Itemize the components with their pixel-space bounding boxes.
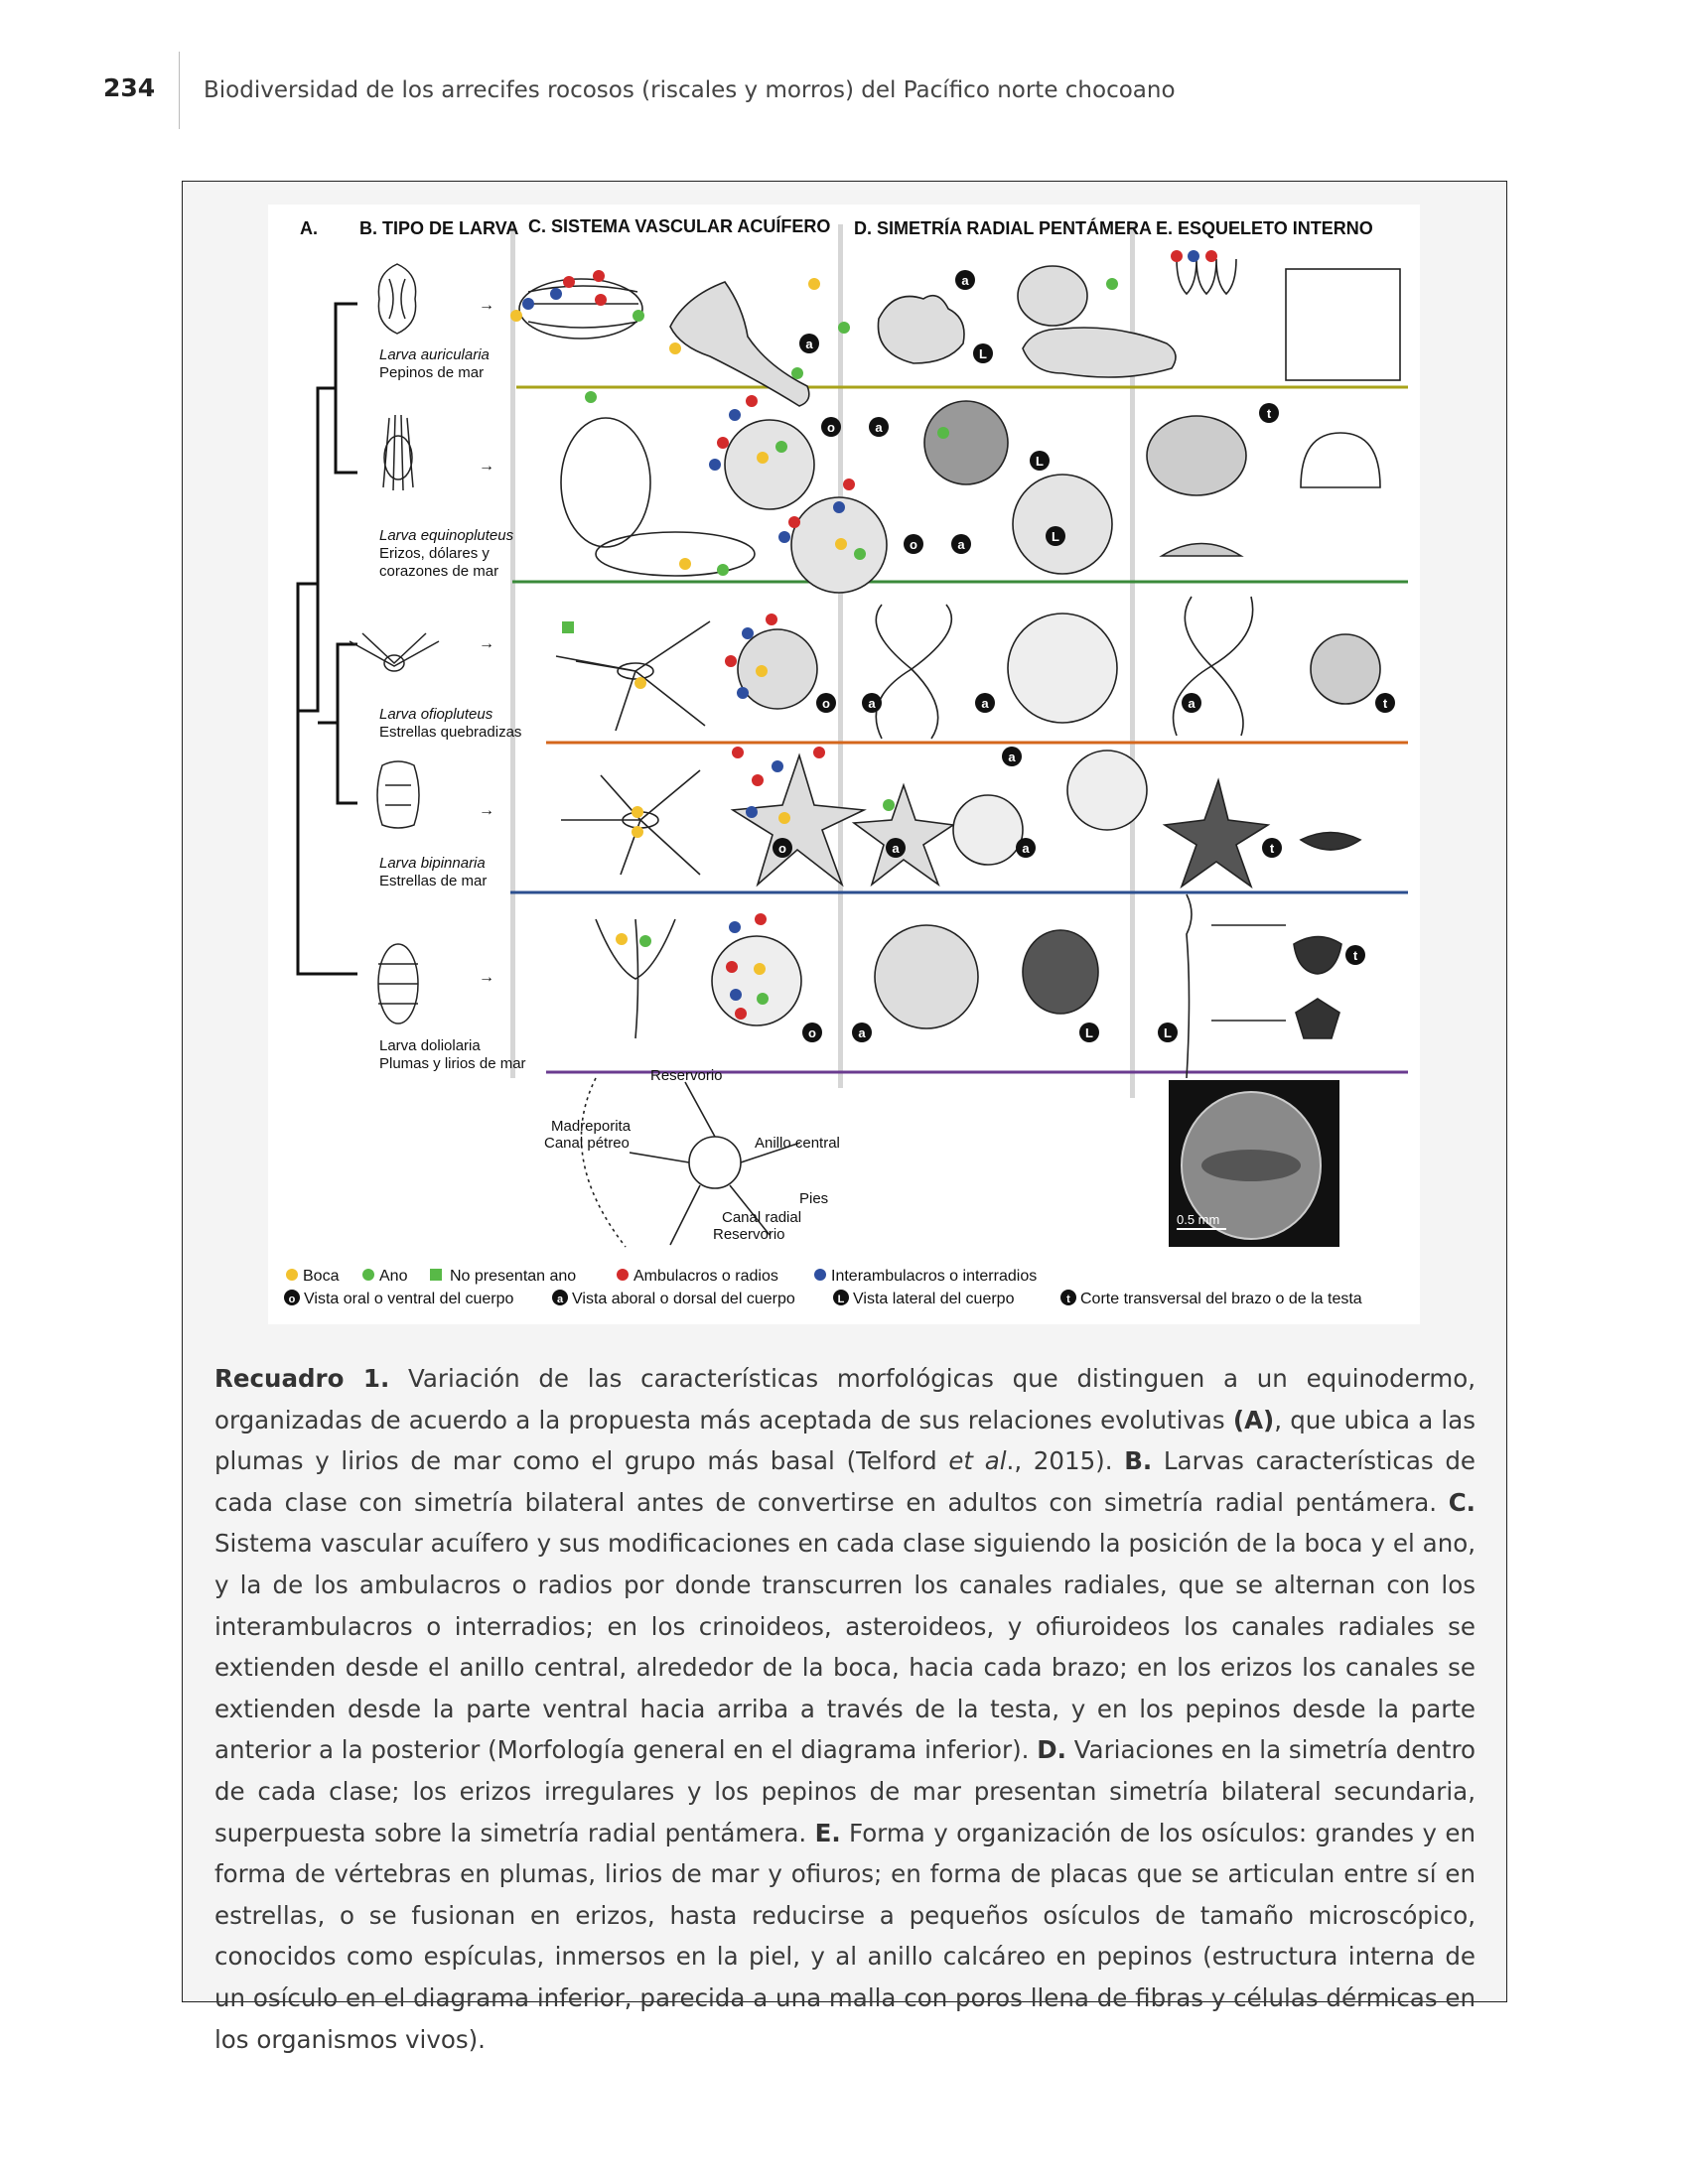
caption-text: , que ubica a las plumas y lirios de mar como el grupo más basal (Telford [214, 1405, 1477, 1476]
sea-star-skeleton [1165, 780, 1268, 887]
svg-text:o: o [910, 537, 917, 552]
brittle-star-aboral [876, 605, 951, 739]
caption-text: Sistema vascular acuífero y sus modificaciones en cada clase siguiendo la posición de la boca y el ano, y la de los ambulacros o radios por donde transcurren los canales radiales, que se alternan con los interambulacros o interradios; en los crinoideos, asteroideos, y ofiuroideos los canales radiales se extienden desde el anillo central, alrededor de la boca, hacia cada brazo; en los erizos los canales se extienden desde la parte ventral hacia arriba a través de la testa, y en los pepinos desde la parte anterior a la posterior (Morfología general en el diagrama inferior). [214, 1529, 1476, 1765]
svg-text:L: L [1164, 1025, 1172, 1040]
svg-text:→: → [479, 458, 494, 475]
urchin-lateral [1147, 416, 1246, 495]
label-pies: Pies [799, 1190, 829, 1207]
svg-text:a: a [892, 841, 900, 856]
svg-text:L: L [1085, 1025, 1093, 1040]
svg-text:t: t [1266, 406, 1272, 421]
svg-text:→: → [479, 802, 494, 819]
legend-ano: Ano [379, 1268, 408, 1285]
crinoid-lateral [1023, 930, 1098, 1014]
column-header-b: B. TIPO DE LARVA [359, 218, 519, 238]
svg-text:→: → [479, 969, 494, 986]
sea-cucumber-lateral [878, 296, 964, 363]
spicules-box [1286, 269, 1400, 380]
svg-text:o: o [827, 420, 835, 435]
column-header-a: A. [300, 218, 318, 238]
group-name: Estrellas de mar [379, 873, 488, 889]
sea-star-transversal [1301, 833, 1360, 851]
caption-ref-e: E. [814, 1818, 841, 1847]
sea-star-oral [733, 755, 864, 885]
sea-star-aboral [854, 785, 953, 885]
svg-text:o: o [288, 1294, 296, 1305]
larva-ofiopluteus-drawing [350, 633, 439, 671]
legend-boca: Boca [303, 1268, 340, 1285]
crinoid-vascular [596, 919, 675, 1038]
brittle-star-transversal [1311, 634, 1380, 704]
svg-text:a: a [868, 696, 876, 711]
svg-text:→: → [479, 635, 494, 652]
caption-ref-c: C. [1448, 1487, 1476, 1517]
label-canal-radial: Canal radial [722, 1209, 802, 1226]
label-madreporita: Madreporita [551, 1118, 632, 1135]
larva-name: Larva ofiopluteus [379, 706, 493, 723]
svg-text:a: a [981, 696, 989, 711]
svg-text:a: a [957, 537, 965, 552]
urchin-transversal [1301, 433, 1380, 487]
header-divider [179, 52, 180, 129]
urchin-aboral [924, 401, 1008, 484]
group-name: Erizos, dólares y [379, 545, 490, 562]
sea-star-multi-arm [1067, 751, 1147, 830]
caption-text: Larvas características de cada clase con simetría bilateral antes de convertirse en adultos con simetría radial pentámera. [214, 1446, 1476, 1517]
column-header-e: E. ESQUELETO INTERNO [1156, 218, 1373, 238]
caption-ref-b: B. [1124, 1446, 1153, 1476]
figure-panel [268, 205, 1420, 1324]
caption-text: Variaciones en la simetría dentro de cada clase; los erizos irregulares y los pepinos de mar presentan simetría bilateral secundaria, superpuesta sobre la simetría radial pentámera. [214, 1735, 1476, 1847]
label-canal-petreo: Canal pétreo [544, 1135, 630, 1152]
legend-interambulacros: Interambulacros o interradios [831, 1268, 1038, 1285]
running-title: Biodiversidad de los arrecifes rocosos (riscales y morros) del Pacífico norte chocoano [204, 77, 1176, 103]
column-header-c: C. SISTEMA VASCULAR ACUÍFERO [528, 216, 831, 236]
column-header-d: D. SIMETRÍA RADIAL PENTÁMERA [854, 218, 1153, 238]
legend-oral: Vista oral o ventral del cuerpo [304, 1291, 514, 1307]
svg-text:a: a [1008, 750, 1016, 764]
larva-doliolaria-drawing [378, 944, 418, 1024]
svg-text:→: → [479, 297, 494, 314]
svg-text:t: t [1382, 696, 1388, 711]
caption-label: Recuadro 1. [214, 1364, 390, 1393]
label-anillo-central: Anillo central [755, 1135, 840, 1152]
svg-text:t: t [1352, 948, 1358, 963]
svg-text:a: a [805, 337, 813, 351]
sea-cucumber-skeleton [1023, 328, 1176, 377]
cladogram [298, 304, 357, 974]
caption-text: Forma y organización de los osículos: grandes y en forma de vértebras en plumas, lirios de mar y ofiuros; en forma de placas que se articulan entre sí en estrellas, o se fusionan en erizos, hasta reducirse a pequeños osículos de tamaño microscópico, conocidos como espículas, inmersos en la piel, y al anillo calcáreo en pepinos (estructura interna de un osículo en el diagrama inferior, parecida a una malla con poros llena de fibras y células dérmicas en los organismos vivos). [214, 1818, 1476, 2054]
group-name-2: corazones de mar [379, 563, 499, 580]
legend-no-ano: No presentan ano [450, 1268, 577, 1285]
svg-text:L: L [1052, 529, 1059, 544]
group-name: Estrellas quebradizas [379, 724, 522, 741]
sea-cucumber-vascular [519, 279, 642, 339]
svg-text:t: t [1066, 1294, 1070, 1305]
caption-etal: et al [948, 1446, 1007, 1476]
svg-text:a: a [858, 1025, 866, 1040]
caption-text: Variación de las características morfológicas que distinguen a un equinodermo, organizadas de acuerdo a la propuesta más aceptada de sus relaciones evolutivas [214, 1364, 1476, 1434]
svg-text:a: a [1022, 841, 1030, 856]
group-name: Pepinos de mar [379, 364, 485, 381]
column-separator [510, 224, 515, 1078]
svg-text:t: t [1269, 841, 1275, 856]
legend-transversal: Corte transversal del brazo o de la testa [1080, 1291, 1362, 1307]
legend-ambulacros: Ambulacros o radios [633, 1268, 778, 1285]
figure-legend [284, 1268, 1362, 1307]
larva-auricularia-drawing [378, 264, 415, 334]
page-number: 234 [103, 73, 156, 102]
legend-lateral: Vista lateral del cuerpo [853, 1291, 1015, 1307]
svg-text:L: L [979, 346, 987, 361]
sea-lily-skeleton [1187, 894, 1192, 1078]
larva-name: Larva auricularia [379, 346, 490, 363]
larva-name: Larva equinopluteus [379, 527, 514, 544]
svg-text:a: a [875, 420, 883, 435]
svg-text:o: o [808, 1025, 816, 1040]
legend-aboral: Vista aboral o dorsal del cuerpo [572, 1291, 795, 1307]
crinoid-oral [712, 936, 801, 1025]
svg-text:a: a [961, 273, 969, 288]
svg-text:a: a [1188, 696, 1196, 711]
urchin-oral [725, 420, 814, 509]
feather-star-aboral [875, 925, 978, 1028]
svg-text:L: L [1036, 454, 1044, 469]
basket-star [1008, 614, 1117, 723]
svg-text:L: L [837, 1294, 845, 1305]
svg-text:a: a [556, 1294, 564, 1305]
central-ring [689, 1137, 741, 1188]
larva-name: Larva doliolaria [379, 1037, 481, 1054]
label-reservorio-2: Reservorio [713, 1226, 785, 1243]
larva-name: Larva bipinnaria [379, 855, 486, 872]
larva-equinopluteus-drawing [383, 415, 413, 490]
svg-text:o: o [778, 841, 786, 856]
label-reservorio: Reservorio [650, 1067, 723, 1084]
larva-bipinnaria-drawing [377, 761, 419, 828]
caption-ref-a: (A) [1232, 1405, 1275, 1434]
svg-text:o: o [822, 696, 830, 711]
caption-ref-d: D. [1037, 1735, 1066, 1765]
group-name: Plumas y lirios de mar [379, 1055, 526, 1072]
scale-bar-label: 0.5 mm [1177, 1212, 1220, 1227]
sea-star-vascular [561, 770, 700, 875]
sand-dollar-aboral [1013, 475, 1112, 574]
urchin-vascular [561, 418, 650, 547]
column-separator [838, 224, 843, 1088]
caption-text: ., 2015). [1006, 1446, 1125, 1476]
ossicle-transversal [1294, 937, 1341, 975]
figure-caption [214, 1358, 1476, 2060]
brittle-star-oral [738, 629, 817, 709]
echinoderm-figure [268, 205, 1420, 1324]
brittle-star-vascular [556, 621, 710, 731]
